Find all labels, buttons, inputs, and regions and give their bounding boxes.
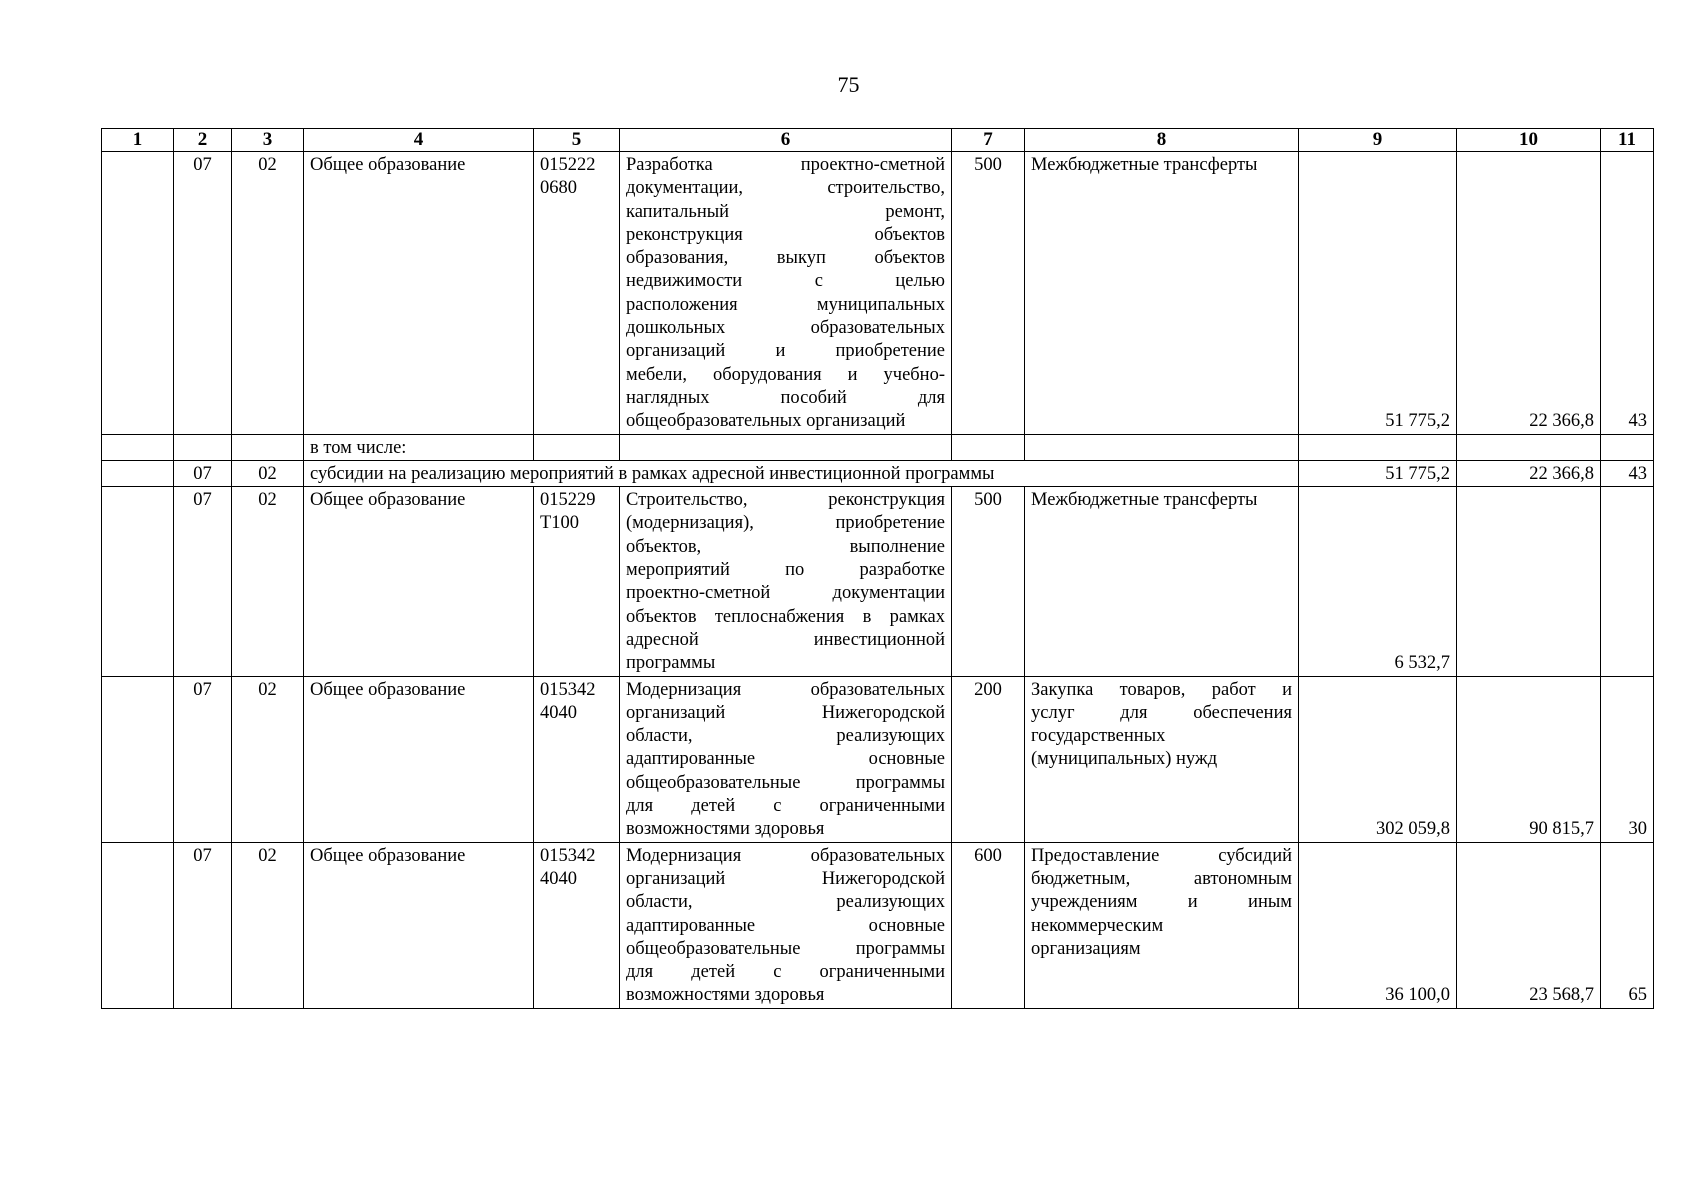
cell-col1 (102, 487, 174, 676)
cell-subsection: 02 (232, 676, 304, 842)
table-row (102, 487, 1654, 676)
cell-subsection: 02 (232, 460, 304, 486)
cell-subsection (232, 434, 304, 460)
cell-name: Общее образование (304, 842, 534, 1008)
cell-plan: 302 059,8 (1299, 676, 1457, 842)
header-row (102, 129, 1654, 152)
cell-section: 07 (174, 676, 232, 842)
cell-expense-type: 500 (952, 487, 1025, 676)
cell-plan: 6 532,7 (1299, 487, 1457, 676)
cell-percent: 65 (1601, 842, 1654, 1008)
cell-plan: 51 775,2 (1299, 152, 1457, 435)
cell-expense-type: 600 (952, 842, 1025, 1008)
cell-section: 07 (174, 460, 232, 486)
cell-target-code: 015229 Т100 (534, 487, 620, 676)
cell-col1 (102, 460, 174, 486)
cell-description: Модернизация образовательных организаций Нижегородской области, реализующих адаптированные основные общеобразовательные программы для детей с ограниченными возможностями здоровья (620, 676, 952, 842)
cell-expense-name: Межбюджетные трансферты (1025, 152, 1299, 435)
cell-target-code: 015342 4040 (534, 676, 620, 842)
cell-actual: 22 366,8 (1457, 152, 1601, 435)
cell-actual (1457, 434, 1601, 460)
cell-col1 (102, 152, 174, 435)
cell-percent (1601, 487, 1654, 676)
header-cell: 9 (1299, 129, 1457, 152)
cell-description: Разработка проектно-сметной документации, строительство, капитальный ремонт, реконструкция объектов образования, выкуп объектов недвижимости с целью расположения муниципальных дошкольных образовательных организаций и приобретение мебели, оборудования и учебно- наглядных пособий для общеобразовательных организаций (620, 152, 952, 435)
cell-target-code: 015222 0680 (534, 152, 620, 435)
table-row (102, 434, 1654, 460)
header-cell: 11 (1601, 129, 1654, 152)
cell-subtotal-label: субсидии на реализацию мероприятий в рамках адресной инвестиционной программы (304, 460, 1299, 486)
cell-name: Общее образование (304, 152, 534, 435)
cell-expense-type: 500 (952, 152, 1025, 435)
cell-note: в том числе: (304, 434, 534, 460)
header-cell: 8 (1025, 129, 1299, 152)
cell-description (620, 434, 952, 460)
cell-expense-name: Предоставление субсидий бюджетным, автономным учреждениям и иным некоммерческим организациям (1025, 842, 1299, 1008)
header-cell: 6 (620, 129, 952, 152)
cell-name: Общее образование (304, 487, 534, 676)
cell-description: Строительство, реконструкция (модернизация), приобретение объектов, выполнение мероприятий по разработке проектно-сметной документации объектов теплоснабжения в рамках адресной инвестиционной программы (620, 487, 952, 676)
header-cell: 4 (304, 129, 534, 152)
cell-actual: 23 568,7 (1457, 842, 1601, 1008)
header-cell: 3 (232, 129, 304, 152)
header-cell: 10 (1457, 129, 1601, 152)
table-row (102, 460, 1654, 486)
cell-name: Общее образование (304, 676, 534, 842)
cell-section (174, 434, 232, 460)
cell-section: 07 (174, 487, 232, 676)
cell-section: 07 (174, 842, 232, 1008)
cell-expense-type (952, 434, 1025, 460)
cell-col1 (102, 434, 174, 460)
cell-percent (1601, 434, 1654, 460)
table-row (102, 842, 1654, 1008)
cell-percent: 30 (1601, 676, 1654, 842)
cell-expense-name (1025, 434, 1299, 460)
cell-actual (1457, 487, 1601, 676)
cell-col1 (102, 676, 174, 842)
cell-subsection: 02 (232, 487, 304, 676)
table-row (102, 152, 1654, 435)
table-row (102, 676, 1654, 842)
budget-table (101, 128, 1654, 1009)
cell-actual: 22 366,8 (1457, 460, 1601, 486)
header-cell: 2 (174, 129, 232, 152)
cell-percent: 43 (1601, 152, 1654, 435)
cell-plan: 36 100,0 (1299, 842, 1457, 1008)
header-cell: 1 (102, 129, 174, 152)
cell-expense-type: 200 (952, 676, 1025, 842)
cell-plan (1299, 434, 1457, 460)
cell-expense-name: Межбюджетные трансферты (1025, 487, 1299, 676)
cell-subsection: 02 (232, 842, 304, 1008)
cell-section: 07 (174, 152, 232, 435)
page-number: 75 (837, 72, 860, 97)
cell-description: Модернизация образовательных организаций Нижегородской области, реализующих адаптированные основные общеобразовательные программы для детей с ограниченными возможностями здоровья (620, 842, 952, 1008)
cell-percent: 43 (1601, 460, 1654, 486)
cell-expense-name: Закупка товаров, работ и услуг для обеспечения государственных (муниципальных) нужд (1025, 676, 1299, 842)
cell-target-code: 015342 4040 (534, 842, 620, 1008)
cell-col1 (102, 842, 174, 1008)
header-cell: 7 (952, 129, 1025, 152)
cell-subsection: 02 (232, 152, 304, 435)
cell-target-code (534, 434, 620, 460)
cell-plan: 51 775,2 (1299, 460, 1457, 486)
header-cell: 5 (534, 129, 620, 152)
cell-actual: 90 815,7 (1457, 676, 1601, 842)
